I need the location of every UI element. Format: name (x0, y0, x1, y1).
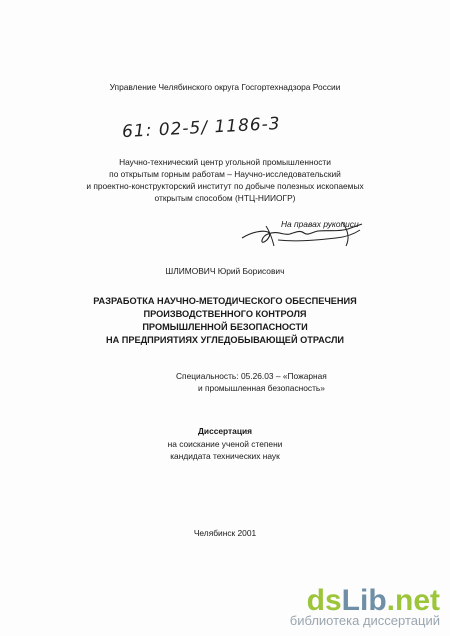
degree-line-1: на соискание ученой степени (167, 439, 283, 449)
handwritten-code: 61: 02-5/ 1186-3 (121, 113, 282, 143)
title-line-1: РАЗРАБОТКА НАУЧНО-МЕТОДИЧЕСКОГО ОБЕСПЕЧЕНИЯ (93, 296, 357, 306)
dslib-subtitle: библиотека диссертаций (289, 613, 440, 628)
dslib-logo (290, 586, 440, 616)
logo-lib: Lib (341, 584, 387, 617)
title-line-4: НА ПРЕДПРИЯТИЯХ УГЛЕДОБЫВАЮЩЕЙ ОТРАСЛИ (105, 335, 345, 345)
manuscript-rights: На правах рукописи (281, 219, 359, 229)
dslib-watermark (290, 586, 440, 628)
signature-mark (238, 216, 368, 256)
logo-net: .net (386, 584, 440, 617)
header-line: Управление Челябинского округа Госгортехнадзора России (109, 82, 341, 92)
institute-line-3: и проектно-конструкторский институт по добыче полезных ископаемых (86, 181, 364, 191)
title-line-2: ПРОИЗВОДСТВЕННОГО КОНТРОЛЯ (143, 309, 307, 319)
city-year: Челябинск 2001 (193, 528, 257, 538)
institute-line-1: Научно-технический центр угольной промышленности (119, 157, 331, 167)
specialty-line-1: Специальность: 05.26.03 – «Пожарная (176, 371, 327, 381)
degree-line-2: кандидата технических наук (170, 451, 280, 461)
dissertation-label: Диссертация (197, 426, 253, 436)
author-name: ШЛИМОВИЧ Юрий Борисович (165, 266, 285, 276)
logo-ds: ds (306, 584, 342, 617)
institute-line-4: открытым способом (НТЦ-НИИОГР) (154, 193, 296, 203)
title-line-3: ПРОМЫШЛЕННОЙ БЕЗОПАСНОСТИ (142, 322, 308, 332)
specialty-line-2: и промышленная безопасность» (198, 383, 325, 393)
institute-line-2: по открытым горным работам – Научно-исследовательский (109, 169, 341, 179)
